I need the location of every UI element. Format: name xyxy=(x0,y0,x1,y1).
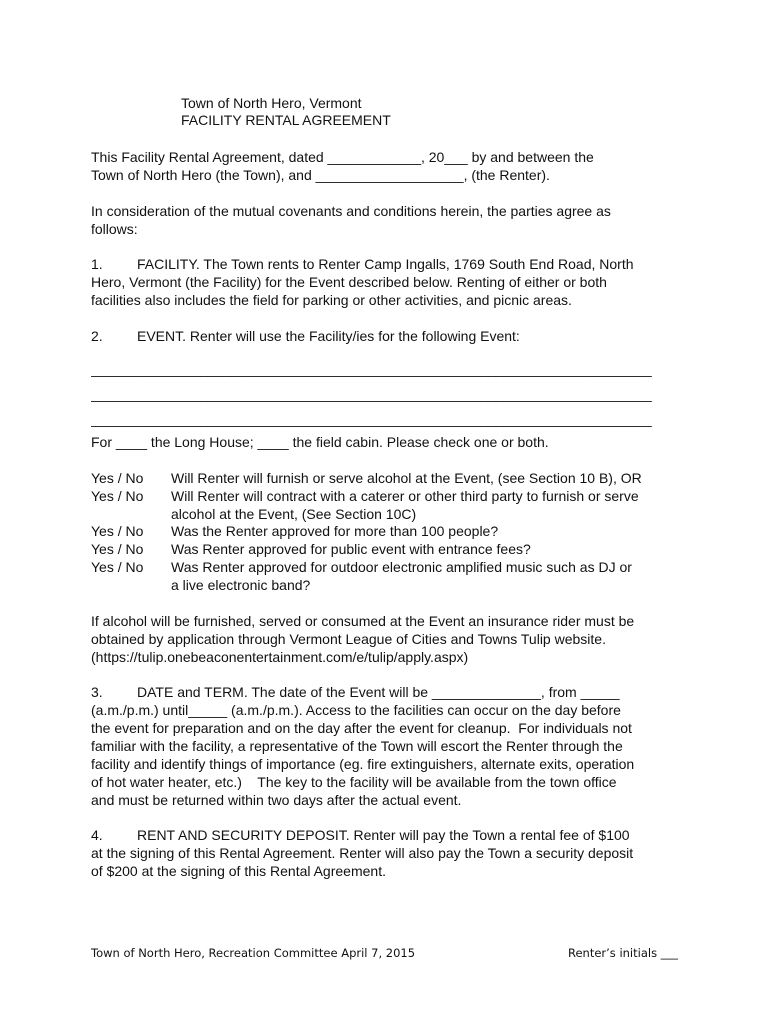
alcohol-note-line-2: obtained by application through Vermont League of Cities and Towns Tulip website. xyxy=(91,631,606,647)
section-3-line-4: familiar with the facility, a representative of the Town will escort the Renter through the xyxy=(91,738,623,754)
question-1-text: Will Renter will furnish or serve alcohol at the Event, (see Section 10 B), OR xyxy=(171,470,642,486)
question-2-yes-no[interactable]: Yes / No xyxy=(91,488,144,504)
section-3-line-7: and must be returned within two days after the actual event. xyxy=(91,792,462,808)
section-3-line-2: (a.m./p.m.) until_____ (a.m./p.m.). Access to the facilities can occur on the day before xyxy=(91,702,621,718)
question-2-text: Will Renter will contract with a caterer or other third party to furnish or serve xyxy=(171,488,639,504)
section-1-line-3: facilities also includes the field for parking or other activities, and picnic areas. xyxy=(91,292,572,308)
town-heading: Town of North Hero, Vermont xyxy=(181,95,362,111)
question-1-yes-no[interactable]: Yes / No xyxy=(91,470,144,486)
facility-choice-line: For ____ the Long House; ____ the field cabin. Please check one or both. xyxy=(91,434,549,450)
section-3-line-5: facility and identify things of importance (eg. fire extinguishers, alternate exits, operation xyxy=(91,756,635,772)
section-1-number: 1. xyxy=(91,256,103,272)
section-2-line-1: EVENT. Renter will use the Facility/ies for the following Event: xyxy=(137,328,520,344)
event-blank-line-2[interactable]: ________________________________________________________________________ xyxy=(91,386,652,402)
question-5-text: Was Renter approved for outdoor electronic amplified music such as DJ or xyxy=(171,559,632,575)
intro-line-1: This Facility Rental Agreement, dated ____________, 20___ by and between the xyxy=(91,149,594,165)
section-4-line-1: RENT AND SECURITY DEPOSIT. Renter will pay the Town a rental fee of $100 xyxy=(137,827,630,843)
question-4-text: Was Renter approved for public event with entrance fees? xyxy=(171,541,531,557)
event-blank-line-3[interactable]: ________________________________________________________________________ xyxy=(91,411,652,427)
question-3-yes-no[interactable]: Yes / No xyxy=(91,523,144,539)
section-4-number: 4. xyxy=(91,827,103,843)
renter-initials[interactable]: Renter’s initials ___ xyxy=(568,946,678,960)
section-3-line-1: DATE and TERM. The date of the Event will be ______________, from _____ xyxy=(137,684,620,700)
section-3-line-6: of hot water heater, etc.) The key to the facility will be available from the town office xyxy=(91,774,617,790)
alcohol-note-line-1: If alcohol will be furnished, served or consumed at the Event an insurance rider must be xyxy=(91,613,635,629)
consideration-line-2: follows: xyxy=(91,221,138,237)
question-3-text: Was the Renter approved for more than 100 people? xyxy=(171,523,499,539)
tulip-url[interactable]: (https://tulip.onebeaconentertainment.com/e/tulip/apply.aspx) xyxy=(91,649,469,665)
section-2-number: 2. xyxy=(91,328,103,344)
footer-committee: Town of North Hero, Recreation Committee April 7, 2015 xyxy=(91,946,416,960)
question-5-text-cont: a live electronic band? xyxy=(171,577,311,593)
event-blank-line-1[interactable]: ________________________________________________________________________ xyxy=(91,361,652,377)
section-4-line-3: of $200 at the signing of this Rental Agreement. xyxy=(91,863,386,879)
consideration-line-1: In consideration of the mutual covenants and conditions herein, the parties agree as xyxy=(91,203,611,219)
question-5-yes-no[interactable]: Yes / No xyxy=(91,559,144,575)
intro-line-2: Town of North Hero (the Town), and ___________________, (the Renter). xyxy=(91,167,550,183)
section-1-line-2: Hero, Vermont (the Facility) for the Event described below. Renting of either or both xyxy=(91,274,607,290)
section-4-line-2: at the signing of this Rental Agreement. Renter will also pay the Town a security deposit xyxy=(91,845,634,861)
question-2-text-cont: alcohol at the Event, (See Section 10C) xyxy=(171,506,417,522)
question-4-yes-no[interactable]: Yes / No xyxy=(91,541,144,557)
section-1-line-1: FACILITY. The Town rents to Renter Camp Ingalls, 1769 South End Road, North xyxy=(137,256,634,272)
page-title: FACILITY RENTAL AGREEMENT xyxy=(181,112,391,128)
section-3-number: 3. xyxy=(91,684,103,700)
section-3-line-3: the event for preparation and on the day after the event for cleanup. For individuals not xyxy=(91,720,632,736)
